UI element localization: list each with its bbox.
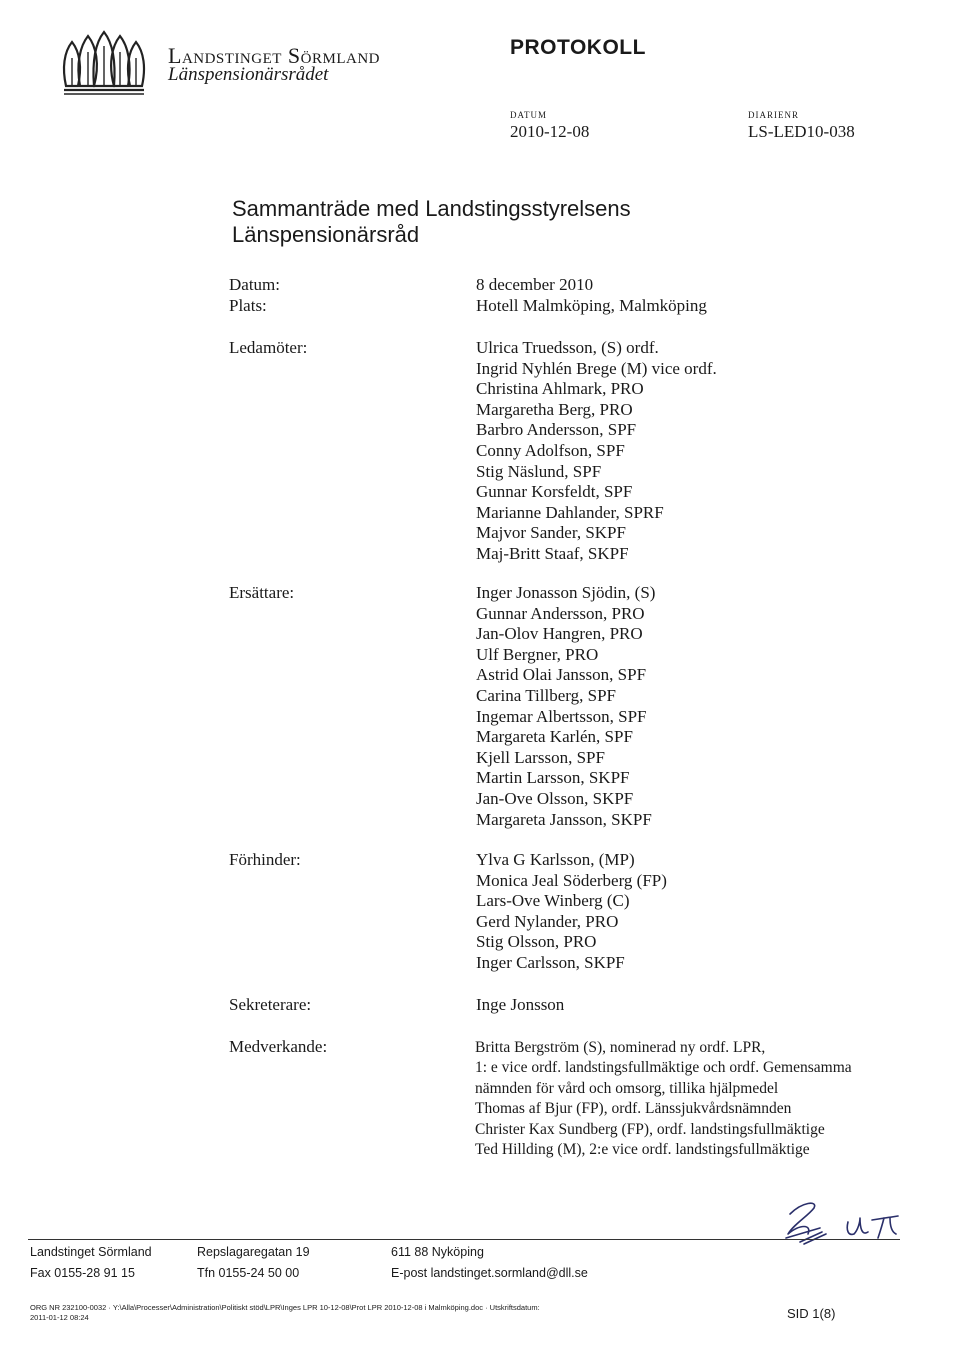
list-item: nämnden för vård och omsorg, tillika hjälpmedel [475,1079,779,1097]
sekreterare-label: Sekreterare: [229,995,312,1014]
footer-email: E-post landstinget.sormland@dll.se [391,1266,588,1280]
footer-meta-line-2: 2011-01-12 08:24 [30,1313,89,1322]
list-item: Lars-Ove Winberg (C) [476,891,630,911]
plats-value: Hotell Malmköping, Malmköping [476,296,707,315]
ersattare-list [476,583,655,830]
footer-divider [28,1239,900,1240]
sekreterare-value: Inge Jonsson [476,995,565,1014]
list-item: Inger Jonasson Sjödin, (S) [476,583,656,602]
list-item: Britta Bergström (S), nominerad ny ordf. LPR, [475,1039,766,1056]
list-item: Stig Olsson, PRO [476,932,597,952]
ledamoter-list [476,338,717,565]
title-line-1: Sammanträde med Landstingsstyrelsens [232,196,631,221]
footer-fax: Fax 0155-28 91 15 [30,1266,135,1280]
org-subtitle: Länspensionärsrådet [168,64,329,85]
list-item: Conny Adolfson, SPF [476,440,625,460]
footer-phone: Tfn 0155-24 50 00 [197,1266,300,1280]
list-item: Gunnar Korsfeldt, SPF [476,482,633,502]
list-item: Majvor Sander, SKPF [476,523,626,543]
list-item: Gunnar Andersson, PRO [476,603,645,623]
list-item: Gerd Nylander, PRO [476,911,619,931]
registration-number: LS-LED10-038 [748,122,855,141]
list-item: Inger Carlsson, SKPF [476,952,625,972]
list-item: Ingemar Albertsson, SPF [476,706,647,726]
list-item: Jan-Olov Hangren, PRO [476,624,643,644]
list-item: 1: e vice ordf. landstingsfullmäktige och ordf. Gemensamma [475,1059,852,1077]
datum-value: 8 december 2010 [476,275,594,294]
list-item: Ulf Bergner, PRO [476,644,599,664]
medverkande-list [475,1038,895,1160]
page-number: SID 1(8) [787,1306,836,1321]
list-item: Kjell Larsson, SPF [476,747,605,767]
document-title [232,196,792,248]
list-item: Astrid Olai Jansson, SPF [476,665,647,685]
list-item: Barbro Andersson, SPF [476,420,637,440]
org-name: Landstinget Sörmland [168,43,380,68]
forhinder-list [476,850,667,974]
title-line-2: Länspensionärsråd [232,222,420,247]
list-item: Margaretha Berg, PRO [476,399,633,419]
list-item: Marianne Dahlander, SPRF [476,502,664,522]
list-item: Stig Näslund, SPF [476,461,602,481]
ledamoter-label: Ledamöter: [229,338,308,357]
forhinder-label: Förhinder: [229,850,301,869]
footer-postal: 611 88 Nyköping [391,1245,484,1259]
list-item: Martin Larsson, SKPF [476,768,630,788]
footer-street: Repslagaregatan 19 [197,1245,310,1259]
plats-label: Plats: [229,296,267,315]
list-item: Christina Ahlmark, PRO [476,379,644,399]
list-item: Ingrid Nyhlén Brege (M) vice ordf. [476,358,717,378]
list-item: Ted Hillding (M), 2:e vice ordf. landstingsfullmäktige [475,1141,810,1159]
list-item: Margareta Karlén, SPF [476,727,633,747]
list-item: Christer Kax Sundberg (FP), ordf. landstingsfullmäktige [475,1120,825,1138]
list-item: Thomas af Bjur (FP), ordf. Länssjukvårdsnämnden [475,1100,792,1118]
document-type: PROTOKOLL [510,36,646,59]
list-item: Ylva G Karlsson, (MP) [476,850,635,869]
list-item: Carina Tillberg, SPF [476,685,616,705]
date-value: 2010-12-08 [510,122,590,141]
footer-org: Landstinget Sörmland [30,1245,152,1259]
date-label: DATUM [510,110,548,120]
medverkande-label: Medverkande: [229,1037,328,1056]
list-item: Maj-Britt Staaf, SKPF [476,543,629,563]
list-item: Margareta Jansson, SKPF [476,809,652,829]
datum-label: Datum: [229,275,280,294]
list-item: Monica Jeal Söderberg (FP) [476,870,667,890]
ersattare-label: Ersättare: [229,583,295,602]
list-item: Ulrica Truedsson, (S) ordf. [476,338,659,357]
registration-label: DIARIENR [748,110,799,120]
tulip-logo-icon [58,28,150,100]
list-item: Jan-Ove Olsson, SKPF [476,788,634,808]
footer-meta-line-1: ORG NR 232100-0032 · Y:\Alla\Processer\Administration\Politiskt stöd\LPR\Inges LPR 10-12-08\Prot LPR 2010-12-08 i Malmköping.doc · Utskriftsdatum: [30,1303,540,1312]
handwritten-signature-icon [760,1194,910,1250]
